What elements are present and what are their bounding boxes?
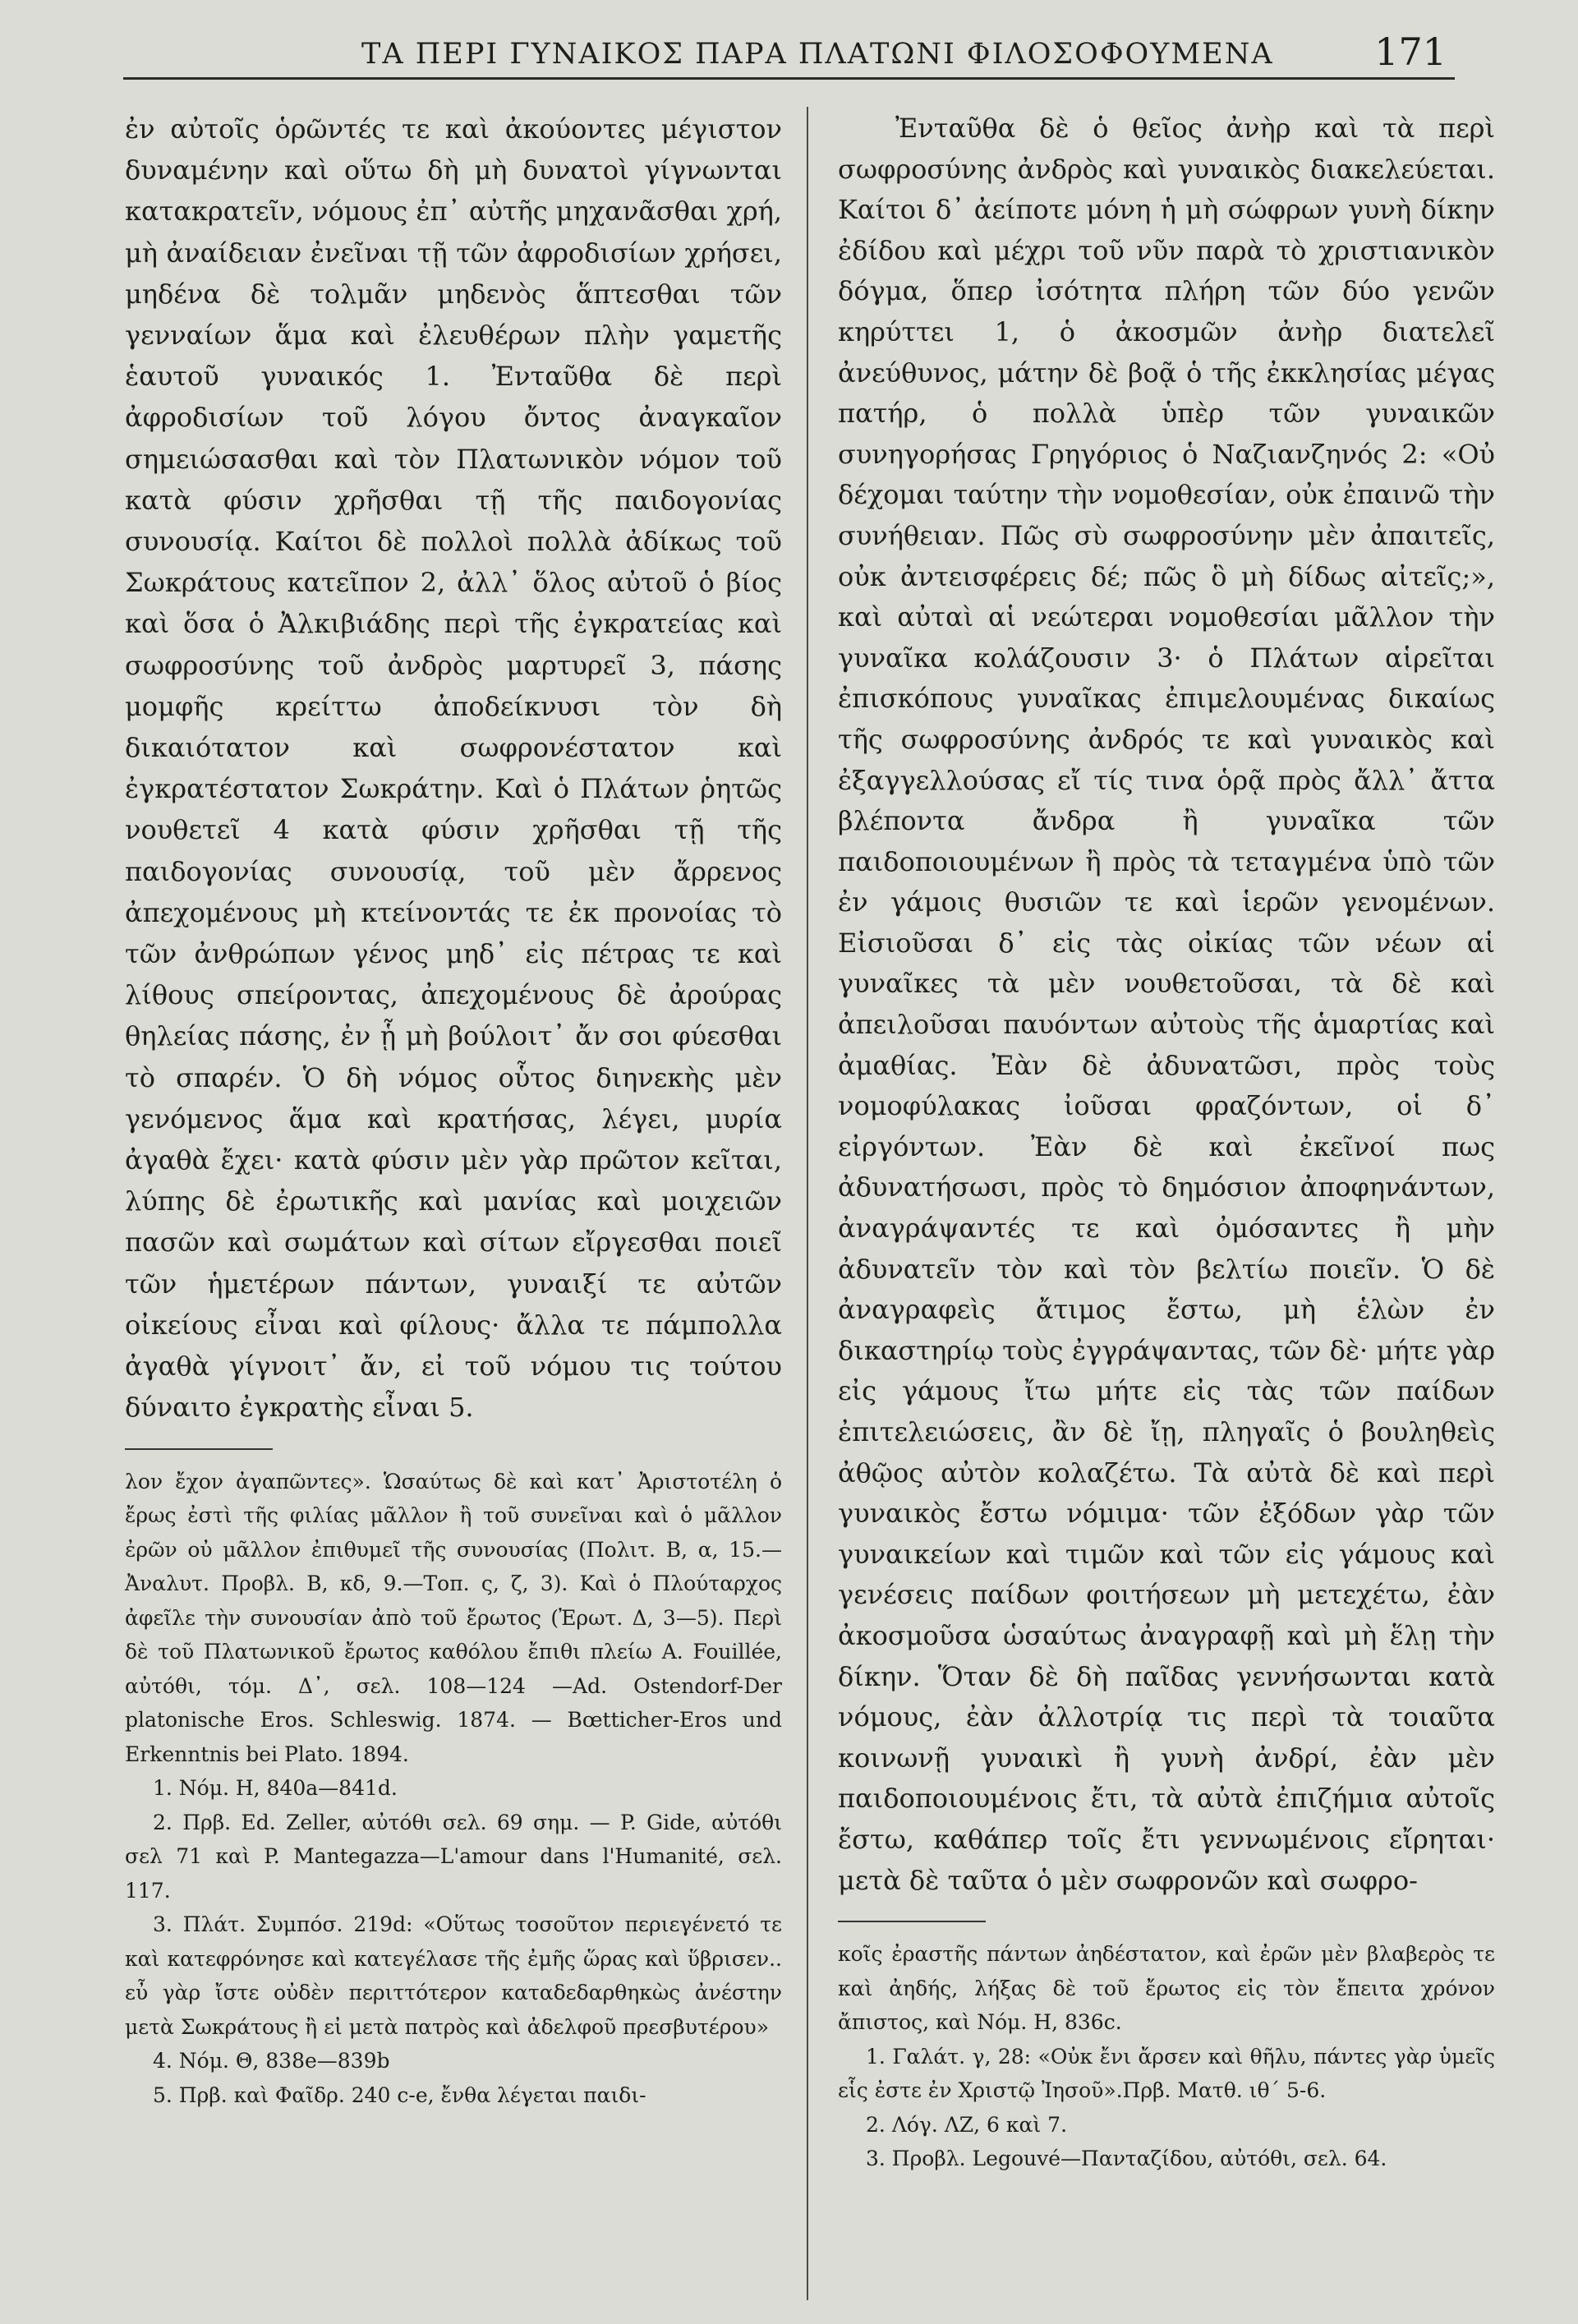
footnote-4: 4. Νόμ. Θ, 838e—839b [153, 2049, 390, 2073]
footnote-2: 2. Πρβ. Ed. Zeller, αὐτόθι σελ. 69 σημ. — P. Gide, αὐτόθι σελ 71 καὶ P. Mantegazza—L'amour dans l'Humanité, σελ. 117. [125, 1810, 782, 1903]
right-column [838, 108, 1495, 2176]
column-divider [807, 107, 808, 2300]
left-footnotes [125, 1465, 782, 2113]
left-column [125, 108, 782, 2112]
page-number: 171 [1374, 30, 1447, 74]
footnote-5: 5. Πρβ. καὶ Φαῖδρ. 240 c-e, ἔνθα λέγεται παιδι- [153, 2082, 646, 2107]
footnote-3: 3. Πλάτ. Συμπόσ. 219d: «Οὕτως τοσοῦτον περιεγένετό τε καὶ κατεφρόνησε καὶ κατεγέλασε τῆς ἐμῆς ὥρας καὶ ὕβρισεν.. εὖ γὰρ ἴστε οὐδὲν περιττότερον καταδεδαρθηκὼς ἀνέστην μετὰ Σωκράτους ἢ εἰ μετὰ πατρὸς καὶ ἀδελφοῦ πρεσβυτέρου» [125, 1912, 782, 2039]
footnote-continuation: κοῖς ἐραστῆς πάντων ἀηδέστατον, καὶ ἐρῶν μὲν βλαβερὸς τε καὶ ἀηδής, λήξας δὲ τοῦ ἔρωτος εἰς τὸν ἔπειτα χρόνον ἄπιστος, καὶ Νόμ. Η, 836c. [838, 1942, 1495, 2035]
footnote-separator [838, 1921, 986, 1922]
left-body-text: ἐν αὐτοῖς ὁρῶντές τε καὶ ἀκούοντες μέγιστον δυναμένην καὶ οὕτω δὴ μὴ δυνατοὶ γίγνωνται κατακρατεῖν, νόμους ἐπ᾽ αὐτῆς μηχανᾶσθαι χρή, μὴ ἀναίδειαν ἐνεῖναι τῇ τῶν ἀφροδισίων χρήσει, μηδένα δὲ τολμᾶν μηδενὸς ἅπτεσθαι τῶν γενναίων ἅμα καὶ ἐλευθέρων πλὴν γαμετῆς ἑαυτοῦ γυναικός 1. Ἐνταῦθα δὲ περὶ ἀφροδισίων τοῦ λόγου ὄντος ἀναγκαῖον σημειώσασθαι καὶ τὸν Πλατωνικὸν νόμον τοῦ κατὰ φύσιν χρῆσθαι τῇ τῆς παιδογονίας συνουσίᾳ. Καίτοι δὲ πολλοὶ πολλὰ ἀδίκως τοῦ Σωκράτους κατεῖπον 2, ἀλλ᾽ ὅλος αὐτοῦ ὁ βίος καὶ ὅσα ὁ Ἀλκιβιάδης περὶ τῆς ἐγκρατείας καὶ σωφροσύνης τοῦ ἀνδρὸς μαρτυρεῖ 3, πάσης μομφῆς κρείττω ἀποδείκνυσι τὸν δὴ δικαιότατον καὶ σωφρονέστατον καὶ ἐγκρατέστατον Σωκράτην. Καὶ ὁ Πλάτων ῥητῶς νουθετεῖ 4 κατὰ φύσιν χρῆσθαι τῇ τῆς παιδογονίας συνουσίᾳ, τοῦ μὲν ἄρρενος ἀπεχομένους μὴ κτείνοντάς τε ἐκ προνοίας τὸ τῶν ἀνθρώπων γένος μηδ᾽ εἰς πέτρας τε καὶ λίθους σπείροντας, ἀπεχομένους δὲ ἀρούρας θηλείας πάσης, ἐν ᾗ μὴ βούλοιτ᾽ ἄν σοι φύεσθαι τὸ σπαρέν. Ὁ δὴ νόμος οὗτος διηνεκὴς μὲν γενόμενος ἅμα καὶ κρατήσας, λέγει, μυρία ἀγαθὰ ἔχει· κατὰ φύσιν μὲν γὰρ πρῶτον κεῖται, λύπης δὲ ἐρωτικῆς καὶ μανίας καὶ μοιχειῶν πασῶν καὶ σωμάτων καὶ σίτων εἴργεσθαι ποιεῖ τῶν ἡμετέρων πάντων, γυναιξί τε αὐτῶν οἰκείους εἶναι καὶ φίλους· ἄλλα τε πάμπολλα ἀγαθὰ γίγνοιτ᾽ ἄν, εἰ τοῦ νόμου τις τούτου δύναιτο ἐγκρατὴς εἶναι 5. [125, 113, 782, 1424]
right-footnotes [838, 1937, 1495, 2176]
running-head [123, 28, 1455, 80]
footnote-2: 2. Λόγ. ΛΖ, 6 καὶ 7. [866, 2112, 1068, 2137]
running-title: ΤΑ ΠΕΡΙ ΓΥΝΑΙΚΟΣ ΠΑΡΑ ΠΛΑΤΩΝΙ ΦΙΛΟΣΟΦΟΥΜΕΝΑ [361, 38, 1274, 71]
footnote-1: 1. Νόμ. Η, 840a—841d. [153, 1776, 398, 1800]
footnote-separator [125, 1448, 273, 1450]
right-body-text: Ἐνταῦθα δὲ ὁ θεῖος ἀνὴρ καὶ τὰ περὶ σωφροσύνης ἀνδρὸς καὶ γυναικὸς διακελεύεται. Καίτοι δ᾽ ἀείποτε μόνη ἡ μὴ σώφρων γυνὴ δίκην ἐδίδου καὶ μέχρι τοῦ νῦν παρὰ τὸ χριστιανικὸν δόγμα, ὅπερ ἰσότητα πλήρη τῶν δύο γενῶν κηρύττει 1, ὁ ἀκοσμῶν ἀνὴρ διατελεῖ ἀνεύθυνος, μάτην δὲ βοᾷ ὁ τῆς ἐκκλησίας μέγας πατήρ, ὁ πολλὰ ὑπὲρ τῶν γυναικῶν συνηγορήσας Γρηγόριος ὁ Ναζιανζηνός 2: «Οὐ δέχομαι ταύτην τὴν νομοθεσίαν, οὐκ ἐπαινῶ τὴν συνήθειαν. Πῶς σὺ σωφροσύνην μὲν ἀπαιτεῖς, οὐκ ἀντεισφέρεις δέ; πῶς ὃ μὴ δίδως αἰτεῖς;», καὶ αὐταὶ αἱ νεώτεραι νομοθεσίαι μᾶλλον τὴν γυναῖκα κολάζουσιν 3· ὁ Πλάτων αἱρεῖται ἐπισκόπους γυναῖκας ἐπιμελουμένας δικαίως τῆς σωφροσύνης ἀνδρός τε καὶ γυναικὸς καὶ ἐξαγγελλούσας εἴ τίς τινα ὁρᾷ πρὸς ἄλλ᾽ ἄττα βλέποντα ἄνδρα ἢ γυναῖκα τῶν παιδοποιουμένων ἢ πρὸς τὰ τεταγμένα ὑπὸ τῶν ἐν γάμοις θυσιῶν τε καὶ ἱερῶν γενομένων. Εἰσιοῦσαι δ᾽ εἰς τὰς οἰκίας τῶν νέων αἱ γυναῖκες τὰ μὲν νουθετοῦσαι, τὰ δὲ καὶ ἀπειλοῦσαι παυόντων αὐτοὺς τῆς ἁμαρτίας καὶ ἀμαθίας. Ἐὰν δὲ ἀδυνατῶσι, πρὸς τοὺς νομοφύλακας ἰοῦσαι φραζόντων, οἱ δ᾽ εἰργόντων. Ἐὰν δὲ καὶ ἐκεῖνοί πως ἀδυνατήσωσι, πρὸς τὸ δημόσιον ἀποφηνάντων, ἀναγράψαντές τε καὶ ὀμόσαντες ἢ μὴν ἀδυνατεῖν τὸν καὶ τὸν βελτίω ποιεῖν. Ὁ δὲ ἀναγραφεὶς ἄτιμος ἔστω, μὴ ἑλὼν ἐν δικαστηρίῳ τοὺς ἐγγράψαντας, τῶν δὲ· μήτε γὰρ εἰς γάμους ἴτω μήτε εἰς τὰς τῶν παίδων ἐπιτελειώσεις, ἂν δὲ ἴῃ, πληγαῖς ὁ βουληθεὶς ἀθῷος αὐτὸν κολαζέτω. Τὰ αὐτὰ δὲ καὶ περὶ γυναικὸς ἔστω νόμιμα· τῶν ἐξόδων γὰρ τῶν γυναικείων καὶ τιμῶν καὶ τῶν εἰς γάμους καὶ γενέσεις παίδων φοιτήσεων μὴ μετεχέτω, ἐὰν ἀκοσμοῦσα ὡσαύτως ἀναγραφῇ καὶ μὴ ἕλῃ τὴν δίκην. Ὅταν δὲ δὴ παῖδας γεννήσωνται κατὰ νόμους, ἐὰν ἀλλοτρίᾳ τις περὶ τὰ τοιαῦτα κοινωνῇ γυναικὶ ἢ γυνὴ ἀνδρί, ἐὰν μὲν παιδοποιουμένοις ἔτι, τὰ αὐτὰ ἐπιζήμια αὐτοῖς ἔστω, καθάπερ τοῖς ἔτι γεννωμένοις εἴρηται· μετὰ δὲ ταῦτα ὁ μὲν σωφρονῶν καὶ σωφρο- [838, 113, 1495, 1896]
footnote-continuation: λον ἔχον ἀγαπῶντες». Ὡσαύτως δὲ καὶ κατ᾽ Ἀριστοτέλη ὁ ἔρως ἐστὶ τῆς φιλίας μᾶλλον ἢ τοῦ συνεῖναι καὶ ὁ μᾶλλον ἐρῶν οὐ μᾶλλον ἐπιθυμεῖ τῆς συνουσίας (Πολιτ. Β, α, 15.— Ἀναλυτ. Προβλ. Β, κδ, 9.—Τοπ. ς, ζ, 3). Καὶ ὁ Πλούταρχος ἀφεῖλε τὴν συνουσίαν ἀπὸ τοῦ ἔρωτος (Ἐρωτ. Δ, 3—5). Περὶ δὲ τοῦ Πλατωνικοῦ ἔρωτος καθόλου ἔπιθι πλείω A. Fouillée, αὐτόθι, τόμ. Δ᾽, σελ. 108—124 —Ad. Ostendorf-Der platonische Eros. Schleswig. 1874. — Bœtticher-Eros und Erkenntnis bei Plato. 1894. [125, 1469, 782, 1766]
footnote-3: 3. Προβλ. Legouvé—Πανταζίδου, αὐτόθι, σελ. 64. [866, 2147, 1387, 2171]
footnote-1: 1. Γαλάτ. γ, 28: «Οὐκ ἔνι ἄρσεν καὶ θῆλυ, πάντες γὰρ ὑμεῖς εἷς ἐστε ἐν Χριστῷ Ἰησοῦ».Πρβ. Ματθ. ιθ´ 5-6. [838, 2044, 1495, 2103]
